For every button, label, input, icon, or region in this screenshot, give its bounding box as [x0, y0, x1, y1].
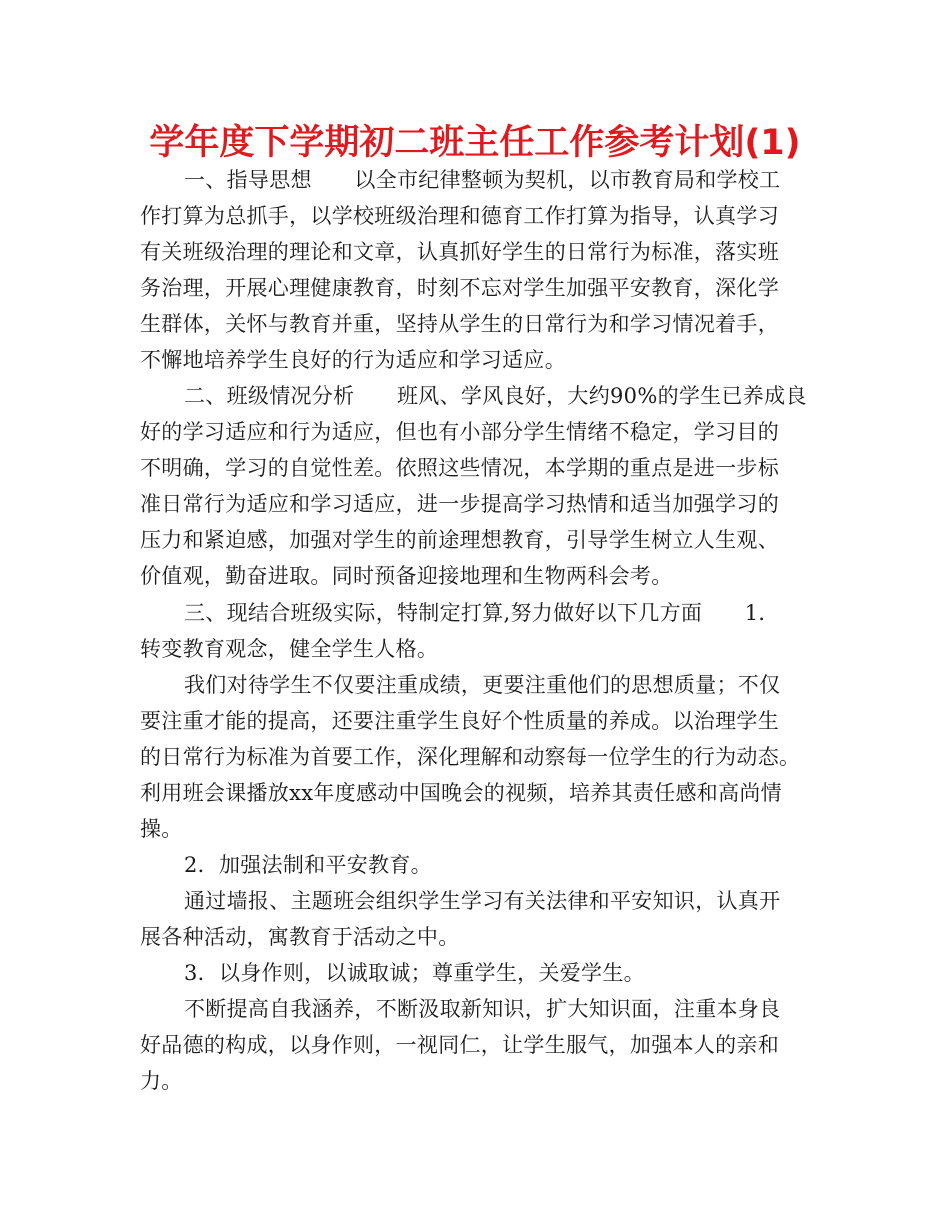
paragraph-line: 要注重才能的提高，还要注重学生良好个性质量的养成。以治理学生 [140, 709, 779, 733]
paragraph-line: 利用班会课播放xx年度感动中国晚会的视频，培养其责任感和高尚情 [140, 781, 782, 805]
paragraph-line: 一、指导思想 以全市纪律整顿为契机，以市教育局和学校工 [184, 168, 781, 192]
paragraph-line: 转变教育观念，健全学生人格。 [140, 637, 439, 661]
paragraph-line: 我们对待学生不仅要注重成绩，更要注重他们的思想质量；不仅 [184, 673, 781, 697]
paragraph-line: 压力和紧迫感，加强对学生的前途理想教育，引导学生树立人生观、 [140, 528, 779, 552]
paragraph-line: 的日常行为标准为首要工作，深化理解和动察每一位学生的行为动态。 [140, 745, 801, 769]
paragraph-line: 不明确，学习的自觉性差。依照这些情况，本学期的重点是进一步标 [140, 456, 779, 480]
paragraph-line: 价值观，勤奋进取。同时预备迎接地理和生物两科会考。 [140, 564, 673, 588]
paragraph-line: 准日常行为适应和学习适应，进一步提高学习热情和适当加强学习的 [140, 492, 779, 516]
paragraph-line: 务治理，开展心理健康教育，时刻不忘对学生加强平安教育，深化学 [140, 276, 779, 300]
paragraph-line: 不断提高自我涵养，不断汲取新知识，扩大知识面，注重本身良 [184, 997, 781, 1021]
paragraph-line: 二、班级情况分析 班风、学风良好，大约90%的学生已养成良 [184, 384, 807, 408]
paragraph-line: 力。 [140, 1069, 183, 1093]
paragraph-line: 有关班级治理的理论和文章，认真抓好学生的日常行为标准，落实班 [140, 240, 779, 264]
paragraph-line: 3．以身作则，以诚取诚；尊重学生，关爱学生。 [184, 961, 645, 985]
paragraph-line: 好品德的构成，以身作则，一视同仁，让学生服气，加强本人的亲和 [140, 1033, 779, 1057]
paragraph-line: 生群体，关怀与教育并重，坚持从学生的日常行为和学习情况着手， [140, 312, 779, 336]
paragraph-line: 操。 [140, 817, 183, 841]
paragraph-line: 通过墙报、主题班会组织学生学习有关法律和平安知识，认真开 [184, 889, 781, 913]
paragraph-line: 三、现结合班级实际，特制定打算,努力做好以下几方面 1． [184, 601, 780, 625]
paragraph-line: 不懈地培养学生良好的行为适应和学习适应。 [140, 348, 566, 372]
document-title: 学年度下学期初二班主任工作参考计划(1) [149, 123, 801, 163]
paragraph-line: 2．加强法制和平安教育。 [184, 853, 432, 877]
paragraph-line: 作打算为总抓手，以学校班级治理和德育工作打算为指导，认真学习 [140, 204, 779, 228]
paragraph-line: 展各种活动，寓教育于活动之中。 [140, 925, 460, 949]
paragraph-line: 好的学习适应和行为适应，但也有小部分学生情绪不稳定，学习目的 [140, 420, 779, 444]
